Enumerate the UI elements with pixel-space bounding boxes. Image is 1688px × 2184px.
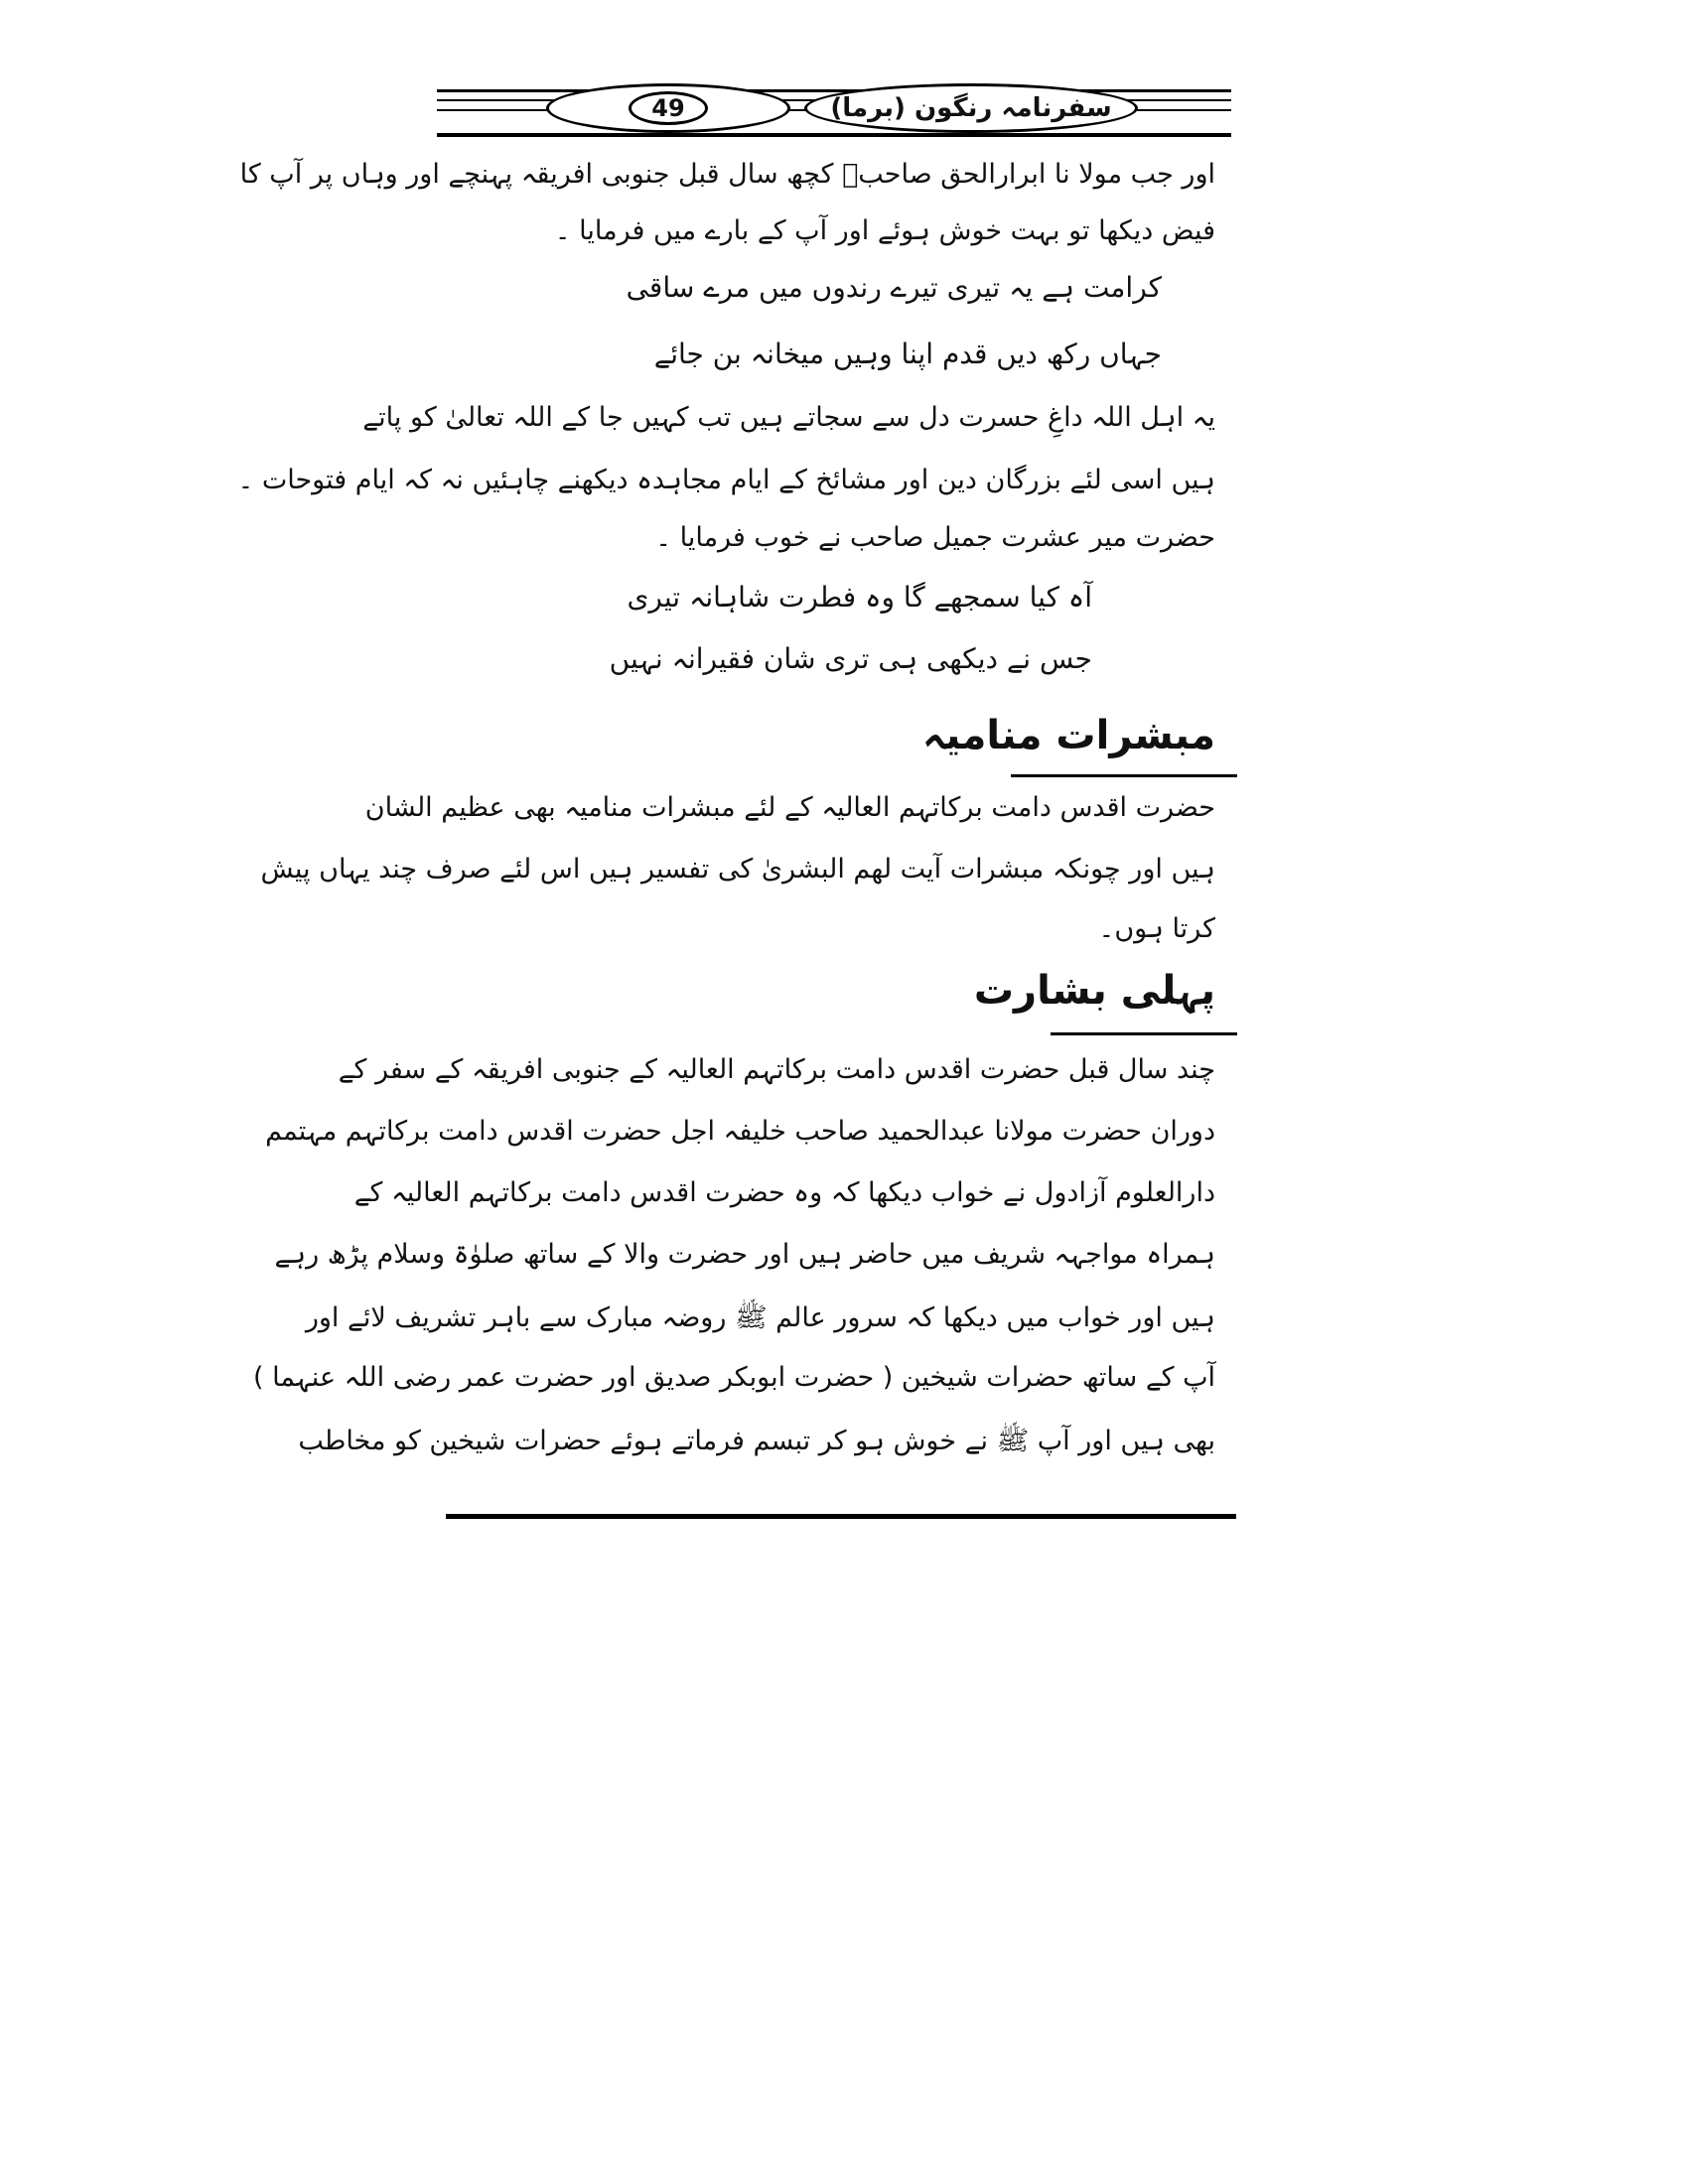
page-header (437, 77, 1231, 137)
section-heading: مبشرات منامیہ (921, 713, 1215, 758)
couplet-line: جہاں رکھ دیں قدم اپنا وہیں میخانہ بن جائے (653, 338, 1162, 370)
paragraph-line: آپ کے ساتھ حضرات شیخین ( حضرت ابوبکر صدیق اور حضرت عمر رضی اللہ عنہما ) (253, 1362, 1215, 1393)
paragraph-line: حضرت میر عشرت جمیل صاحب نے خوب فرمایا ۔ (655, 522, 1215, 553)
couplet-line: آہ کیا سمجھے گا وہ فطرت شاہانہ تیری (627, 581, 1092, 614)
header-rule-top (437, 89, 1231, 92)
paragraph-line: چند سال قبل حضرت اقدس دامت برکاتہم العالیہ کے جنوبی افریقہ کے سفر کے (338, 1054, 1215, 1085)
paragraph-line: ہمراہ مواجہہ شریف میں حاضر ہیں اور حضرت والا کے ساتھ صلوٰۃ وسلام پڑھ رہے (274, 1239, 1215, 1270)
paragraph-line: دوران حضرت مولانا عبدالحمید صاحب خلیفہ اجل حضرت اقدس دامت برکاتہم مہتمم (265, 1116, 1215, 1147)
paragraph-line: کرتا ہوں۔ (1098, 913, 1215, 944)
couplet-line: جس نے دیکھی ہی تری شان فقیرانہ نہیں (609, 642, 1092, 675)
heading-underline (1011, 774, 1237, 777)
paragraph-line: ہیں اور خواب میں دیکھا کہ سرور عالم ﷺ روضہ مبارک سے باہر تشریف لائے اور (305, 1302, 1215, 1333)
couplet-line: کرامت ہے یہ تیری تیرے رندوں میں مرے ساقی (626, 271, 1162, 304)
paragraph-line: فیض دیکھا تو بہت خوش ہوئے اور آپ کے بارے میں فرمایا ۔ (554, 215, 1215, 246)
paragraph-line: دارالعلوم آزادول نے خواب دیکھا کہ وہ حضرت اقدس دامت برکاتہم العالیہ کے (353, 1177, 1215, 1208)
page-number-oval (546, 83, 790, 133)
running-title: سفرنامہ رنگون (برما) (830, 93, 1112, 123)
footer-rule (446, 1514, 1236, 1519)
paragraph-line: حضرت اقدس دامت برکاتہم العالیہ کے لئے مبشرات منامیہ بھی عظیم الشان (364, 792, 1215, 823)
paragraph-line: ہیں اسی لئے بزرگان دین اور مشائخ کے ایام مجاہدہ دیکھنے چاہئیں نہ کہ ایام فتوحات ۔ (237, 465, 1215, 495)
paragraph-line: ہیں اور چونکہ مبشرات آیت لھم البشریٰ کی تفسیر ہیں اس لئے صرف چند یہاں پیش (260, 854, 1215, 885)
page-number: 49 (629, 91, 707, 125)
paragraph-line: بھی ہیں اور آپ ﷺ نے خوش ہو کر تبسم فرماتے ہوئے حضرات شیخین کو مخاطب (298, 1426, 1215, 1456)
paragraph-line: اور جب مولا نا ابرارالحق صاحبؒ کچھ سال قبل جنوبی افریقہ پہنچے اور وہاں پر آپ کا (239, 159, 1215, 190)
paragraph-line: یہ اہل اللہ داغِ حسرت دل سے سجاتے ہیں تب کہیں جا کے اللہ تعالیٰ کو پاتے (362, 402, 1215, 433)
section-heading: پہلی بشارت (973, 968, 1215, 1014)
header-rule-bottom (437, 133, 1231, 137)
heading-underline (1051, 1032, 1237, 1035)
running-title-oval (804, 83, 1138, 133)
